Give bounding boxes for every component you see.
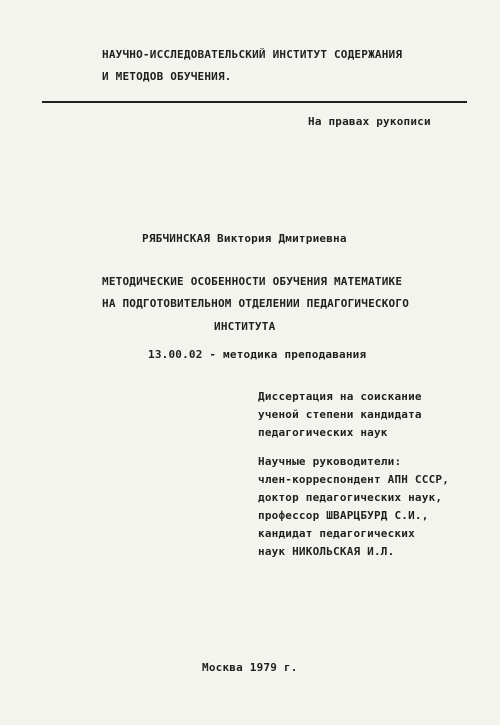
dissertation-line-1: Диссертация на соискание	[258, 390, 422, 403]
advisor-line-4: кандидат педагогических	[258, 527, 415, 540]
thesis-title-line-2: НА ПОДГОТОВИТЕЛЬНОМ ОТДЕЛЕНИИ ПЕДАГОГИЧЕСКОГО	[102, 297, 410, 310]
advisor-line-1: член-корреспондент АПН СССР,	[258, 473, 450, 486]
manuscript-note: На правах рукописи	[308, 115, 431, 128]
advisor-line-3: профессор ШВАРЦБУРД С.И.,	[258, 509, 429, 522]
institute-name-line-1: НАУЧНО-ИССЛЕДОВАТЕЛЬСКИЙ ИНСТИТУТ СОДЕРЖАНИЯ	[102, 48, 403, 61]
specialty-code: 13.00.02 - методика преподавания	[148, 348, 367, 361]
dissertation-line-2: ученой степени кандидата	[258, 408, 422, 421]
thesis-title-line-1: МЕТОДИЧЕСКИЕ ОСОБЕННОСТИ ОБУЧЕНИЯ МАТЕМАТИКЕ	[102, 275, 403, 288]
header-divider	[42, 101, 467, 103]
advisor-line-5: наук НИКОЛЬСКАЯ И.Л.	[258, 545, 395, 558]
advisor-line-2: доктор педагогических наук,	[258, 491, 443, 504]
author-name: РЯБЧИНСКАЯ Виктория Дмитриевна	[142, 232, 347, 245]
place-and-year: Москва 1979 г.	[202, 661, 298, 674]
dissertation-line-3: педагогических наук	[258, 426, 388, 439]
institute-name-line-2: И МЕТОДОВ ОБУЧЕНИЯ.	[102, 70, 232, 83]
thesis-title-line-3: ИНСТИТУТА	[214, 320, 276, 333]
advisors-heading: Научные руководители:	[258, 455, 402, 468]
